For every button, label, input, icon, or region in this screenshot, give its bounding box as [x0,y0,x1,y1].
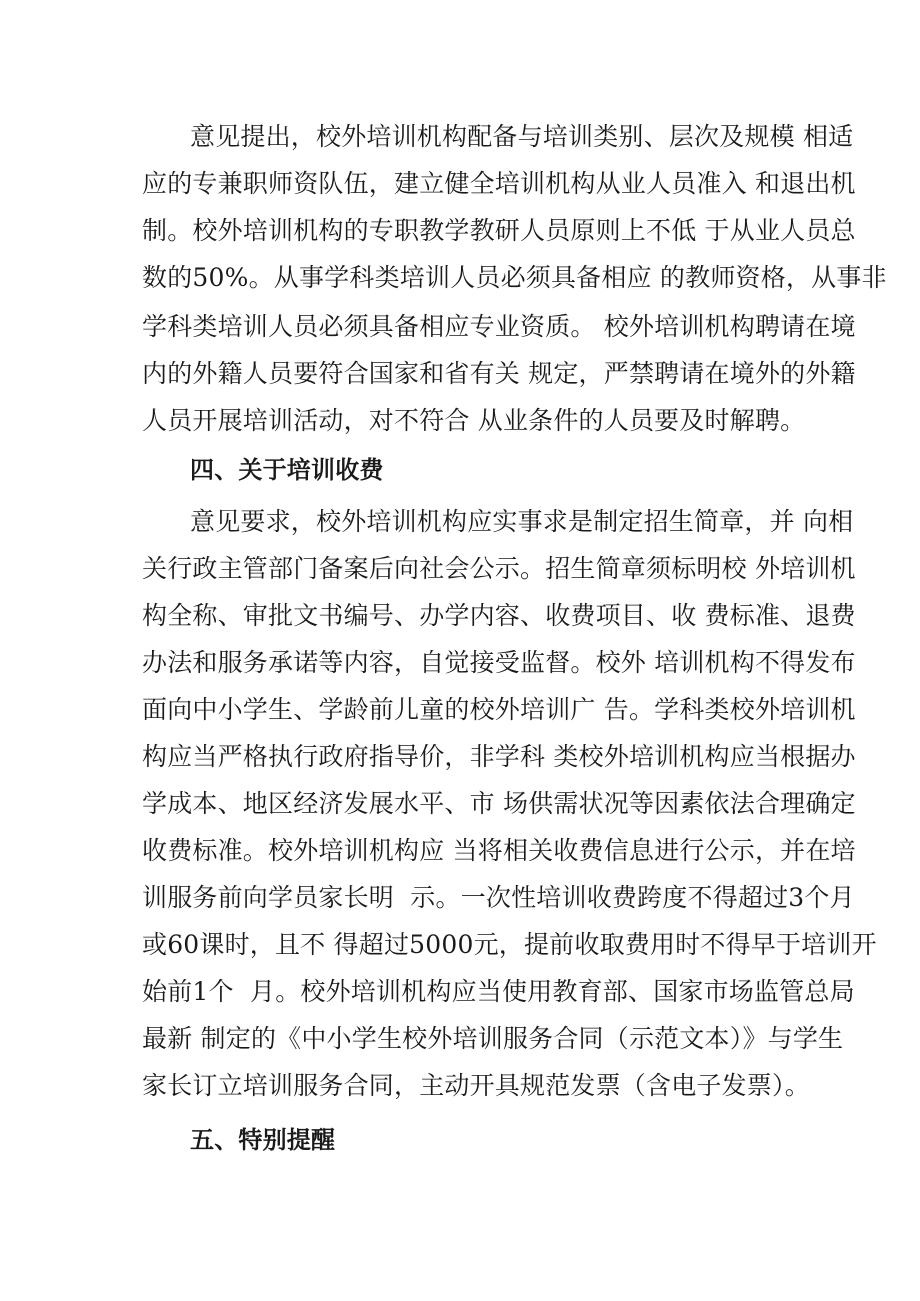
paragraph-line: 学成本、地区经济发展水平、市 场供需状况等因素依法合理确定 [142,789,856,818]
paragraph-line: 始前1个 月。校外培训机构应当使用教育部、国家市场监管总局 [142,977,855,1006]
paragraph-line: 构应当严格执行政府指导价，非学科 类校外培训机构应当根据办 [142,742,856,771]
section-heading-fees: 四、关于培训收费 [190,456,384,484]
paragraph-line: 应的专兼职师资队伍，建立健全培训机构从业人员准入 和退出机 [142,169,856,198]
paragraph-line: 内的外籍人员要符合国家和省有关 规定，严禁聘请在境外的外籍 [142,359,856,388]
paragraph-line: 意见提出，校外培训机构配备与培训类别、层次及规模 相适 [190,122,854,151]
paragraph-line: 意见要求，校外培训机构应实事求是制定招生简章，并 向相 [190,507,854,536]
paragraph-line: 学科类培训人员必须具备相应专业资质。 校外培训机构聘请在境 [142,312,856,341]
paragraph-line: 构全称、审批文书编号、办学内容、收费项目、收 费标准、退费 [142,601,856,630]
paragraph-line: 面向中小学生、学龄前儿童的校外培训广 告。学科类校外培训机 [142,695,856,724]
paragraph-line: 数的50%。从事学科类培训人员必须具备相应 的教师资格，从事非 [142,263,887,292]
paragraph-line: 办法和服务承诺等内容，自觉接受监督。校外 培训机构不得发布 [142,648,856,677]
paragraph-line: 家长订立培训服务合同，主动开具规范发票（含电子发票）。 [142,1071,810,1100]
paragraph-line: 制。校外培训机构的专职教学教研人员原则上不低 于从业人员总 [142,216,856,245]
paragraph-line: 人员开展培训活动，对不符合 从业条件的人员要及时解聘。 [142,406,806,435]
paragraph-line: 关行政主管部门备案后向社会公示。招生简章须标明校 外培训机 [142,554,856,583]
paragraph-line: 训服务前向学员家长明 示。一次性培训收费跨度不得超过3个月 [142,883,855,912]
paragraph-line: 收费标准。校外培训机构应 当将相关收费信息进行公示，并在培 [142,836,856,865]
paragraph-line: 或60课时，且不 得超过5000元，提前收取费用时不得早于培训开 [142,930,877,959]
section-heading-reminder: 五、特别提醒 [190,1126,336,1154]
paragraph-line: 最新 制定的《中小学生校外培训服务合同（示范文本）》与学生 [142,1024,844,1053]
